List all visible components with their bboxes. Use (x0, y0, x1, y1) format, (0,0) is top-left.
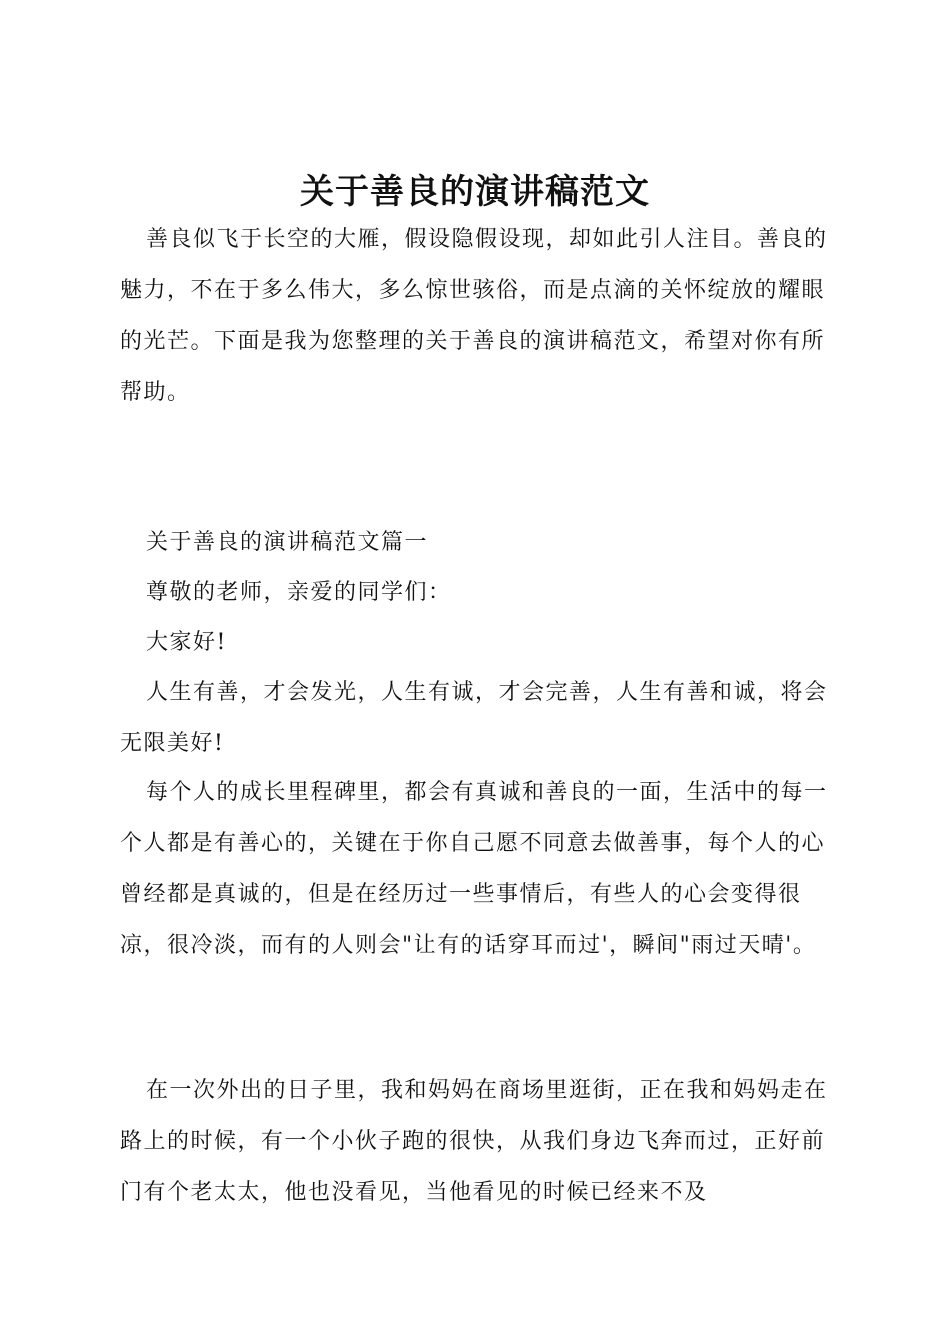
section-heading: 关于善良的演讲稿范文篇一 (146, 530, 429, 555)
document-title: 关于善良的演讲稿范文 (300, 171, 650, 212)
body-paragraph-3: 在一次外出的日子里，我和妈妈在商场里逛街，正在我和妈妈走在路上的时候，有一个小伙子跑的很快，从我们身边飞奔而过，正好前门有个老太太，他也没看见，当他看见的时候已经来不及 (120, 1078, 828, 1205)
intro-paragraph: 善良似飞于长空的大雁，假设隐假设现，却如此引人注目。善良的魅力，不在于多么伟大，多么惊世骇俗，而是点滴的关怀绽放的耀眼的光芒。下面是我为您整理的关于善良的演讲稿范文，希望对你有所帮助。 (120, 227, 828, 405)
body-paragraph-1: 人生有善，才会发光，人生有诚，才会完善，人生有善和诚，将会无限美好! (120, 680, 828, 756)
salutation: 尊敬的老师，亲爱的同学们： (146, 580, 452, 605)
greeting: 大家好! (146, 630, 227, 655)
body-paragraph-2: 每个人的成长里程碑里，都会有真诚和善良的一面，生活中的每一个人都是有善心的，关键在于你自己愿不同意去做善事，每个人的心曾经都是真诚的，但是在经历过一些事情后，有些人的心会变得很凉，很冷淡，而有的人则会"让有的话穿耳而过'，瞬间"雨过天晴'。 (120, 780, 828, 958)
